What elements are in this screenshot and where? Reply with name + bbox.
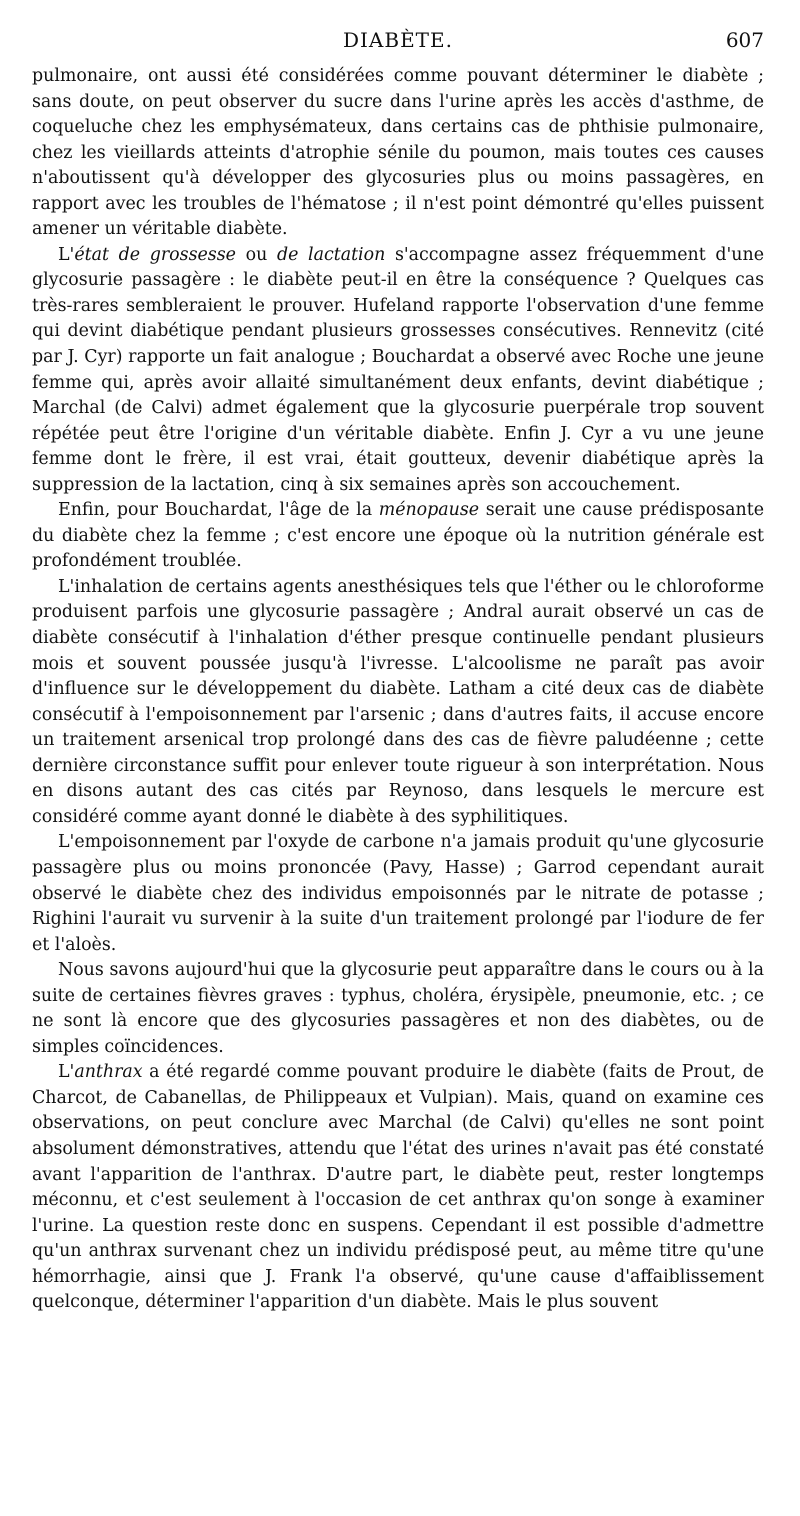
paragraph [32,1060,764,1315]
paragraph [32,243,764,498]
paragraph-text: pulmonaire, ont aussi été considérées comme pouvant déterminer le diabète ; sans doute, on peut observer du sucre dans l'urine après les accès d'asthme, de coqueluche chez les emphysémateux, dans certains cas de phthisie pulmonaire, chez les vieillards atteints d'atrophie sénile du poumon, mais toutes ces causes n'aboutissent qu'à développer des glycosuries plus ou moins passagères, en rapport avec les troubles de l'hématose ; il n'est point démontré qu'elles puissent amener un véritable diabète. [32,66,764,240]
paragraph-text: ou [235,244,277,265]
paragraph-text: s'accompagne assez fréquemment d'une glycosurie passagère : le diabète peut-il en être la conséquence ? Quelques cas très-rares sembleraient le prouver. Hufeland rapporte l'observation d'une femme qui devint diabétique pendant plusieurs grossesses consécutives. Rennevitz (cité par J. Cyr) rapporte un fait analogue ; Bouchardat a observé avec Roche une jeune femme qui, après avoir allaité simultanément deux enfants, devint diabétique ; Marchal (de Calvi) admet également que la glycosurie puerpérale trop souvent répétée peut être l'origine d'un véritable diabète. Enfin J. Cyr a vu une jeune femme dont le frère, il est vrai, était goutteux, devenir diabétique après la suppression de la lactation, cinq à six semaines après son accouchement. [32,244,765,495]
italic-term: état de grossesse [74,244,236,265]
running-title: DIABÈTE. [343,28,453,52]
paragraph-text: Nous savons aujourd'hui que la glycosurie peut apparaître dans le cours ou à la suite de certaines fièvres graves : typhus, choléra, érysipèle, pneumonie, etc. ; ce ne sont là encore que des glycosuries passagères et non des diabètes, ou de simples coïncidences. [32,960,764,1057]
paragraph [32,958,764,1060]
paragraph-text: a été regardé comme pouvant produire le diabète (faits de Prout, de Charcot, de Cabanellas, de Philippeaux et Vulpian). Mais, quand on examine ces observations, on peut conclure avec Marchal (de Calvi) qu'elles ne sont point absolument démonstratives, attendu que l'état des urines n'avait pas été constaté avant l'apparition de l'anthrax. D'autre part, le diabète peut, rester longtemps méconnu, et c'est seulement à l'occasion de cet anthrax qu'on songe à examiner l'urine. La question reste donc en suspens. Cependant il est possible d'admettre qu'un anthrax survenant chez un individu prédisposé peut, au même titre qu'une hémorrhagie, ainsi que J. Frank l'a observé, qu'une cause d'affaiblissement quelconque, déterminer l'apparition d'un diabète. Mais le plus souvent [32,1062,764,1313]
paragraph-text: L' [58,244,75,265]
paragraph-text: serait une cause prédisposante du diabète chez la femme ; c'est encore une époque où la nutrition générale est profondément troublée. [32,500,764,572]
page-number: 607 [725,28,764,52]
italic-term: ménopause [378,500,480,521]
body-text [32,64,764,1316]
paragraph [32,64,764,243]
paragraph-text: Enfin, pour Bouchardat, l'âge de la [58,500,379,521]
paragraph [32,830,764,958]
paragraph-text: L' [58,1062,75,1083]
paragraph-text: L'empoisonnement par l'oxyde de carbone n'a jamais produit qu'une glycosurie passagère plus ou moins prononcée (Pavy, Hasse) ; Garrod cependant aurait observé le diabète chez des individus empoisonnés par le nitrate de potasse ; Righini l'aurait vu survenir à la suite d'un traitement prolongé par l'iodure de fer et l'aloès. [32,832,764,955]
paragraph-text: L'inhalation de certains agents anesthésiques tels que l'éther ou le chloroforme produisent parfois une glycosurie passagère ; Andral aurait observé un cas de diabète consécutif à l'inhalation d'éther presque continuelle pendant plusieurs mois et souvent poussée jusqu'à l'ivresse. L'alcoolisme ne paraît pas avoir d'influence sur le développement du diabète. Latham a cité deux cas de diabète consécutif à l'empoisonnement par l'arsenic ; dans d'autres faits, il accuse encore un traitement arsenical trop prolongé dans des cas de fièvre paludéenne ; cette dernière circonstance suffit pour enlever toute rigueur à son interprétation. Nous en disons autant des cas cités par Reynoso, dans lesquels le mercure est considéré comme ayant donné le diabète à des syphilitiques. [32,576,764,827]
paragraph [32,498,764,575]
page-header [32,28,764,64]
italic-term: de lactation [276,244,386,265]
italic-term: anthrax [74,1062,143,1083]
paragraph [32,575,764,830]
